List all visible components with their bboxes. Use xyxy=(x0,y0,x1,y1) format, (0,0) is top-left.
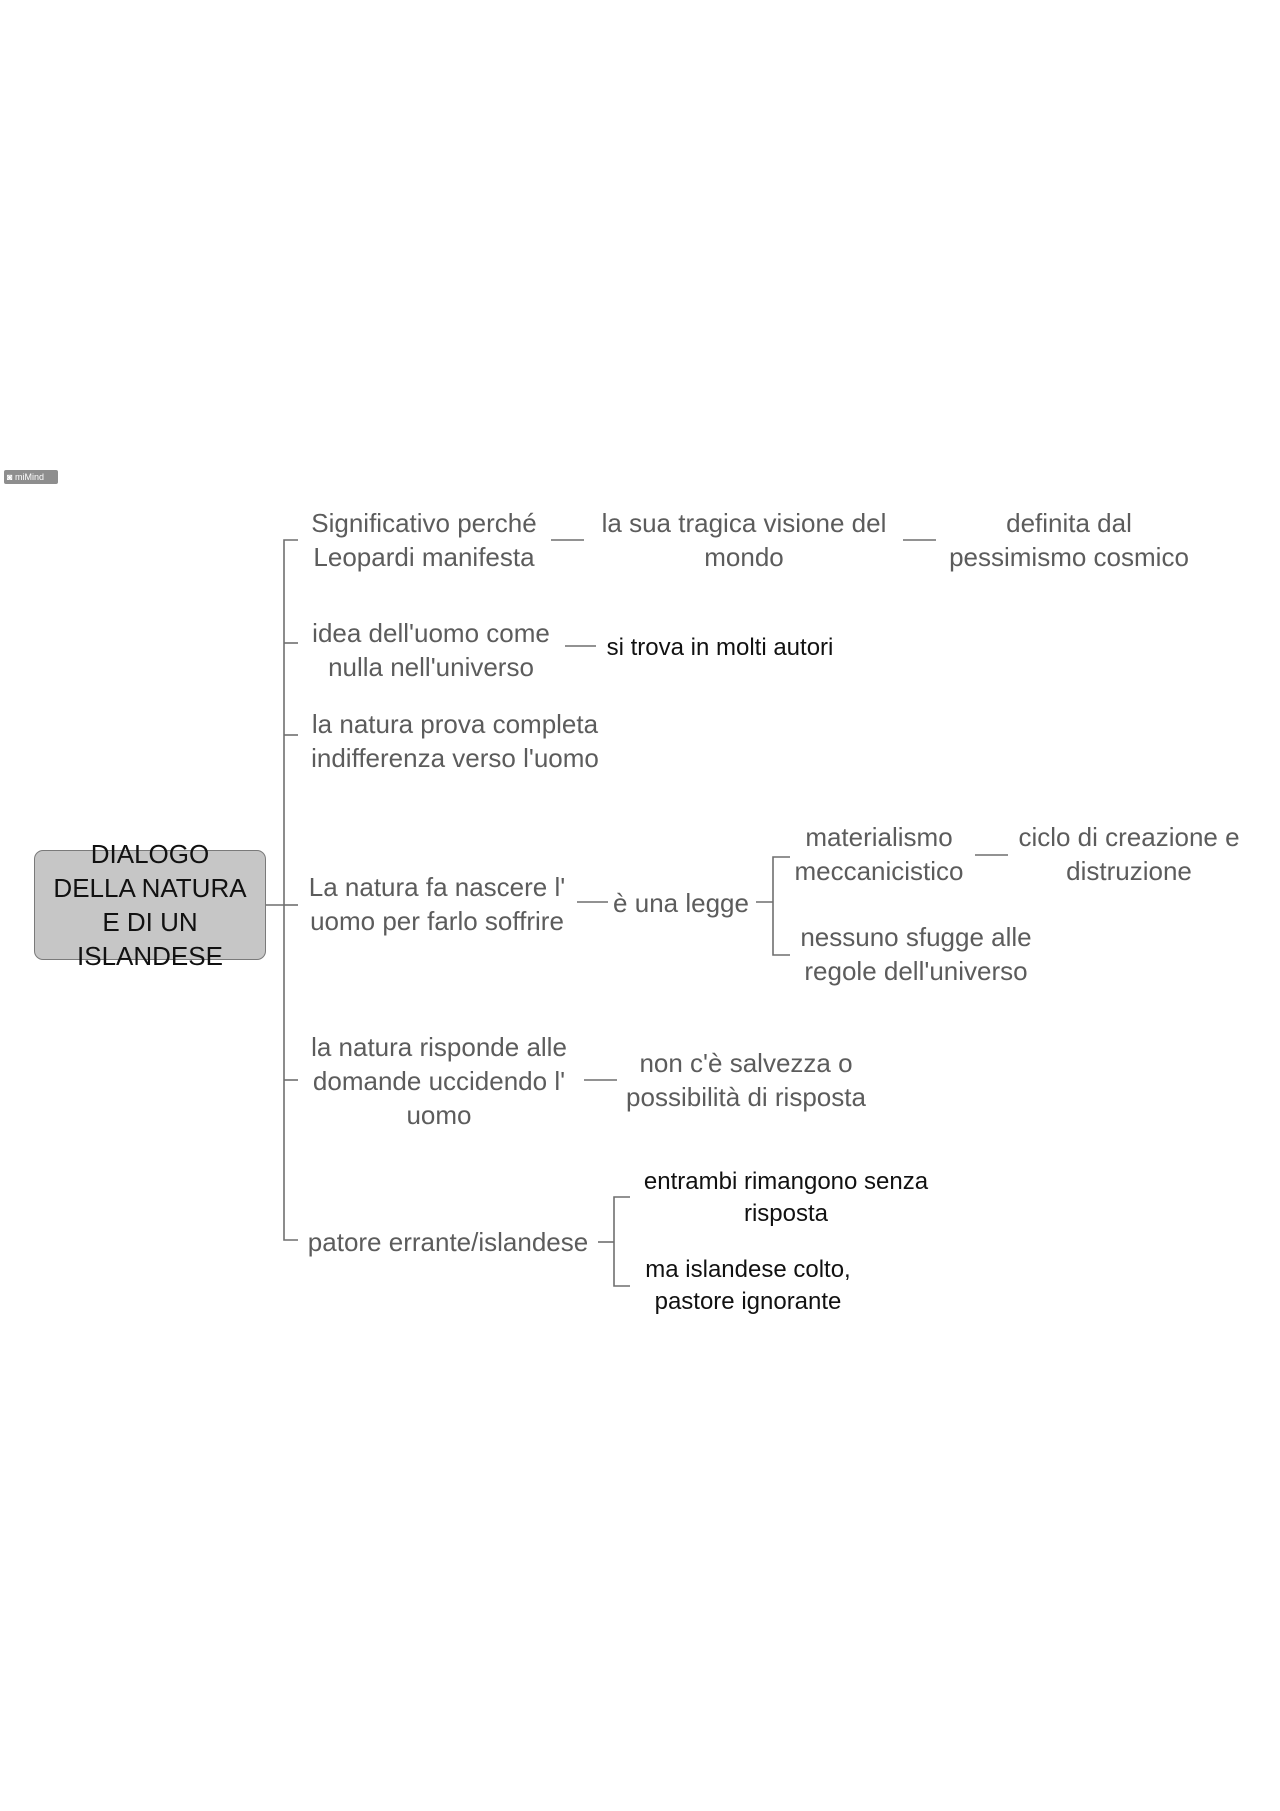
branch-label: patore errante/islandese xyxy=(307,1227,589,1257)
root-node[interactable] xyxy=(34,839,266,971)
branch-indifferenza[interactable] xyxy=(300,707,610,775)
branch-significativo[interactable] xyxy=(300,506,548,574)
node-label: ciclo di creazione e distruzione xyxy=(1018,822,1240,886)
branch-label: idea dell'uomo come nulla nell'universo xyxy=(312,618,550,682)
mimind-watermark xyxy=(4,470,58,484)
mimind-logo-icon: ◙ xyxy=(7,472,13,482)
node-tragica-visione[interactable] xyxy=(588,506,900,574)
node-islandese-colto[interactable] xyxy=(630,1254,866,1318)
branch-idea-uomo[interactable] xyxy=(300,616,562,684)
branch-label: la natura prova completa indifferenza verso l'uomo xyxy=(311,709,599,773)
node-nessuno-sfugge[interactable] xyxy=(786,920,1046,988)
root-label: DIALOGO DELLA NATURA E DI UN ISLANDESE xyxy=(53,839,247,971)
branch-patore[interactable] xyxy=(300,1225,596,1259)
node-entrambi[interactable] xyxy=(630,1166,942,1230)
node-label: si trova in molti autori xyxy=(606,634,834,661)
branch-label: La natura fa nascere l' uomo per farlo soffrire xyxy=(308,872,566,936)
branch-soffrire[interactable] xyxy=(300,870,574,938)
node-label: materialismo meccanicistico xyxy=(794,822,964,886)
node-label: è una legge xyxy=(613,888,749,918)
node-ciclo[interactable] xyxy=(1006,820,1252,888)
branch-label: la natura risponde alle domande uccidendo l' uomo xyxy=(311,1032,567,1130)
node-label: entrambi rimangono senza risposta xyxy=(643,1168,929,1227)
branch-risponde[interactable] xyxy=(300,1030,578,1132)
node-molti-autori[interactable] xyxy=(598,632,842,664)
watermark-label: miMind xyxy=(14,472,44,482)
node-legge[interactable] xyxy=(608,886,754,920)
node-label: la sua tragica visione del mondo xyxy=(601,508,887,572)
node-salvezza[interactable] xyxy=(618,1046,874,1114)
node-label: definita dal pessimismo cosmico xyxy=(949,508,1189,572)
node-pessimismo-cosmico[interactable] xyxy=(938,506,1200,574)
node-label: non c'è salvezza o possibilità di risposta xyxy=(626,1048,866,1112)
node-materialismo[interactable] xyxy=(786,820,972,888)
node-label: ma islandese colto, pastore ignorante xyxy=(645,1256,851,1315)
branch-label: Significativo perché Leopardi manifesta xyxy=(311,508,537,572)
node-label: nessuno sfugge alle regole dell'universo xyxy=(800,922,1032,986)
